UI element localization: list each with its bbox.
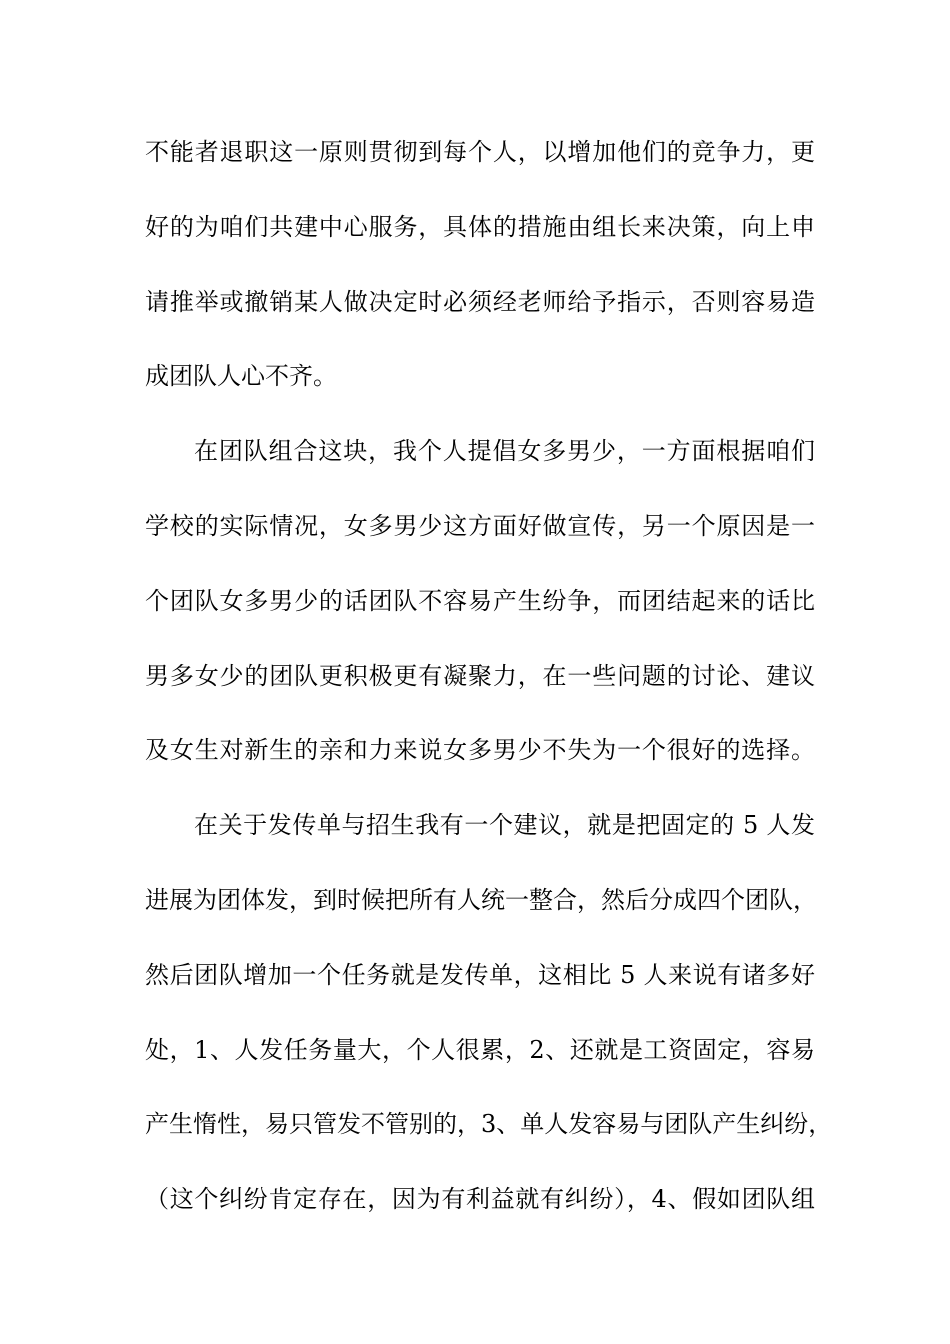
text-line-1: 不能者退职这一原则贯彻到每个人，以增加他们的竞争力，更 bbox=[145, 138, 815, 166]
text-line-15: （这个纠纷肯定存在，因为有利益就有纠纷），4、假如团队组 bbox=[145, 1185, 815, 1213]
text-line-4: 成团队人心不齐。 bbox=[145, 362, 337, 390]
text-line-14: 产生惰性，易只管发不管别的，3、单人发容易与团队产生纠纷， bbox=[145, 1110, 833, 1138]
text-line-13: 处，1、人发任务量大，个人很累，2、还就是工资固定，容易 bbox=[145, 1036, 815, 1064]
text-line-8: 男多女少的团队更积极更有凝聚力，在一些问题的讨论、建议 bbox=[145, 662, 815, 690]
text-line-6: 学校的实际情况，女多男少这方面好做宣传，另一个原因是一 bbox=[145, 512, 815, 540]
text-line-11: 进展为团体发，到时候把所有人统一整合，然后分成四个团队， bbox=[145, 886, 817, 914]
text-line-12: 然后团队增加一个任务就是发传单，这相比 5 人来说有诸多好 bbox=[145, 961, 815, 989]
text-line-3: 请推举或撤销某人做决定时必须经老师给予指示，否则容易造 bbox=[145, 288, 815, 316]
text-line-10: 在关于发传单与招生我有一个建议，就是把固定的 5 人发 bbox=[194, 811, 815, 839]
text-line-5: 在团队组合这块，我个人提倡女多男少，一方面根据咱们 bbox=[194, 437, 815, 465]
text-line-7: 个团队女多男少的话团队不容易产生纷争，而团结起来的话比 bbox=[145, 587, 815, 615]
text-line-2: 好的为咱们共建中心服务，具体的措施由组长来决策，向上申 bbox=[145, 213, 815, 241]
text-line-9: 及女生对新生的亲和力来说女多男少不失为一个很好的选择。 bbox=[145, 736, 815, 764]
